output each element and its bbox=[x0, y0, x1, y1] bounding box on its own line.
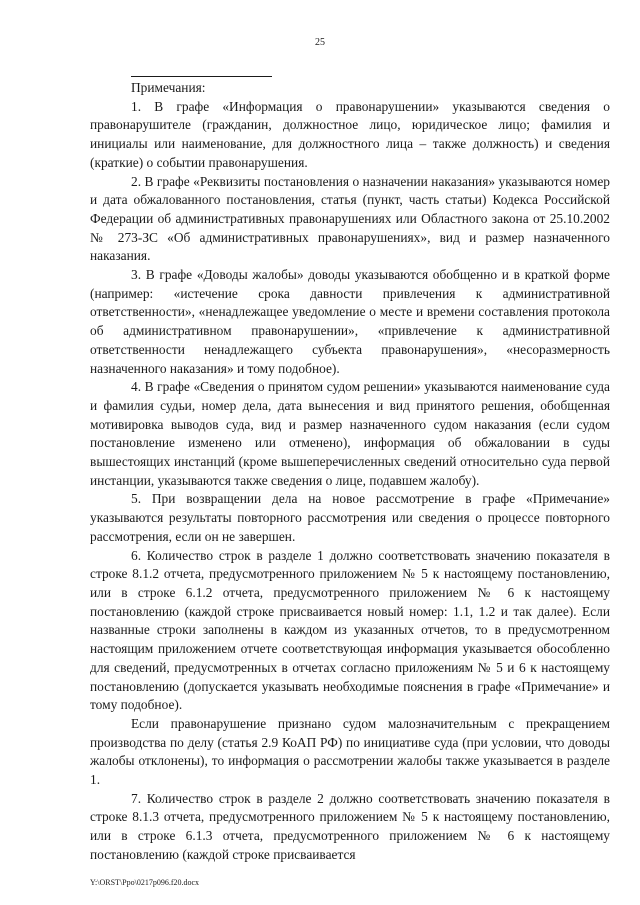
note-1-paragraph: 1. В графе «Информация о правонарушении» указываются сведения о правонарушителе (гражданин, должностное лицо, юридическое лицо; фамилия и инициалы или наименование, для должностного лица – также должность) и сведения (краткие) о событии правонарушения. bbox=[90, 98, 610, 170]
footer-file-path: Y:\ORST\Ppo\0217p096.f20.docx bbox=[90, 878, 200, 887]
notes-heading: Примечания: bbox=[131, 80, 206, 95]
note-6-continuation-paragraph: Если правонарушение признано судом малозначительным с прекращением производства по делу (статья 2.9 КоАП РФ) по инициативе суда (при условии, что доводы жалобы отклонены), то информация о рассмотрении жалобы также указывается в разделе 1. bbox=[90, 715, 610, 788]
note-6-paragraph: 6. Количество строк в разделе 1 должно соответствовать значению показателя в строке 8.1.2 отчета, предусмотренного приложением № 5 к настоящему постановлению, или в строке 6.1.2 отчета, предусмотренного приложением № 6 к настоящему постановлению (каждой строке присваивается новый номер: 1.1, 1.2 и так далее). Если названные строки заполнены в каждом из указанных отчетов, то в предусмотренном настоящим приложением отчете соответствующая информация указывается обособленно для сведений, предусмотренных в отчетах согласно приложениям № 5 и 6 к настоящему постановлению (допускается указывать необходимые пояснения в графе «Примечание» и тому подобное). bbox=[90, 547, 610, 713]
page-number: 25 bbox=[315, 37, 325, 48]
note-2-paragraph: 2. В графе «Реквизиты постановления о назначении наказания» указываются номер и дата обжалованного постановления, статья (пункт, часть статьи) Кодекса Российской Федерации об административных правонарушениях или Областного закона от 25.10.2002 № 273-ЗС «Об административных правонарушениях», вид и размер назначенного наказания. bbox=[90, 173, 610, 264]
notes-section bbox=[90, 79, 610, 865]
footnote-separator-line bbox=[131, 76, 272, 77]
note-4-paragraph: 4. В графе «Сведения о принятом судом решении» указываются наименование суда и фамилия судьи, номер дела, дата вынесения и вид принятого решения, обобщенная мотивировка выводов суда, вид и размер назначенного судом наказания (если судом постановление изменено или отменено), информация об обжаловании в суды вышестоящих инстанций (кроме вышеперечисленных сведений относительно суда первой инстанции, указываются также сведения о лице, подавшем жалобу). bbox=[90, 379, 610, 488]
note-5-paragraph: 5. При возвращении дела на новое рассмотрение в графе «Примечание» указываются результаты повторного рассмотрения или сведения о процессе повторного рассмотрения, если он не завершен. bbox=[90, 491, 610, 544]
note-3-paragraph: 3. В графе «Доводы жалобы» доводы указываются обобщенно и в краткой форме (например: «истечение срока давности привлечения к административной ответственности», «ненадлежащее уведомление о месте и времени составления протокола об административном правонарушении», «привлечение к административной ответственности ненадлежащего субъекта правонарушения», «несоразмерность назначенного наказания» и тому подобное). bbox=[90, 267, 610, 376]
note-7-paragraph: 7. Количество строк в разделе 2 должно соответствовать значению показателя в строке 8.1.3 отчета, предусмотренного приложением № 5 к настоящему постановлению, или в строке 6.1.3 отчета, предусмотренного приложением № 6 к настоящему постановлению (каждой строке присваивается bbox=[90, 790, 610, 862]
